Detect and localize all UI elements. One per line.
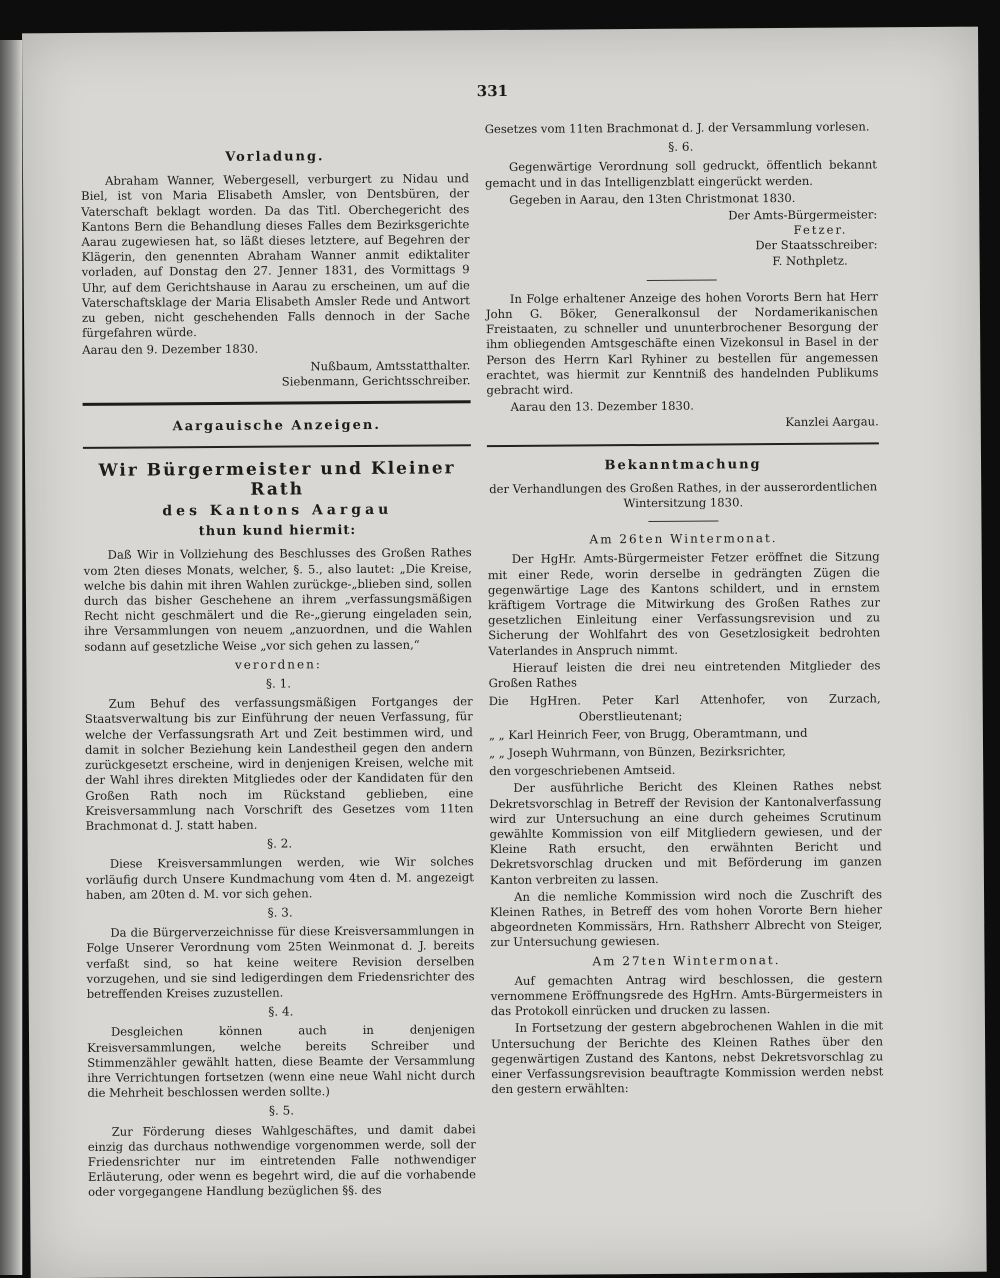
section-divider — [83, 400, 471, 406]
member-1: Die HgHren. Peter Karl Attenhofer, von Zurzach, Oberstlieutenant; — [488, 691, 881, 723]
paragraph-6-text: Gegenwärtige Verordnung soll gedruckt, öffentlich bekannt gemacht und in das Intelligenzblatt eingerückt werden. — [485, 157, 877, 190]
book-spine — [0, 40, 23, 1275]
paragraph-1-text: Zum Behuf des verfassungsmäßigen Fortganges der Staatsverwaltung bis zur Einführung der neuen Verfassung, für welche der Verfassungsrath Art und Zeit bestimmen wird, und damit in solcher Beziehung kein Landestheil gegen den andern zurückgesetzt erscheine, wird in denjenigen Kreisen, welche mit der Wahl ihres direkten Mitgliedes oder der Kandidaten für den Großen Rath noch im Rückstand geblieben, eine Kreisversammlung nach Vorschrift des Gesetzes vom 11ten Brachmonat d. J. statt haben. — [84, 694, 474, 833]
member-2: „ „ Karl Heinrich Feer, von Brugg, Oberamtmann, und — [488, 725, 808, 742]
decree-intro: Daß Wir in Vollziehung des Beschlusses des Großen Rathes vom 2ten dieses Monats, welcher, §. 5., also lautet: „Die Kreise, welche bis dahin mit ihren Wahlen zurückge-„blieben sind, sollen durch das bisher Geschehene an ihrem „verfassungsmäßigen Recht nicht geschmälert und die Re-„gierung eingeladen sein, ihre Versammlungen von neuem „anzuordnen, und die Wahlen sodann auf gesetzliche Weise „vor sich gehen zu lassen,“ — [83, 545, 473, 654]
vorladung-signature-1: Nußbaum, Amtsstatthalter. — [310, 357, 471, 373]
right-column — [485, 119, 884, 1099]
newspaper-page — [22, 27, 987, 1278]
paragraph-3-mark: §. 3. — [267, 905, 293, 920]
paragraph-3-text: Da die Bürgerverzeichnisse für diese Kreisversammlungen in Folge Unserer Verordnung vom 25ten Weinmonat d. J. bereits verfaßt sind, so hat keine weitere Revision derselben vorzugehen, und sie sind ledigerdingen dem Friedensrichter des betreffenden Kreises zuzustellen. — [86, 923, 475, 1001]
day-heading-27: Am 27ten Wintermonat. — [592, 952, 781, 968]
vorladung-date: Aarau den 9. Dezember 1830. — [82, 342, 259, 358]
konsul-signature: Kanzlei Aargau. — [785, 414, 879, 430]
day26-paragraph-1: Der HgHr. Amts-Bürgermeister Fetzer eröffnet die Sitzung mit einer Rede, worin derselbe in gedrängten Zügen die gegenwärtige Lage des Kantons schildert, und in ernstem kräftigem Vortrage die Mitwirkung des Großen Rathes zur gesetzlichen Einleitung einer Verfassungsrevision und zu Sicherung der Wohlfahrt des von Gesetzlosigkeit bedrohten Vaterlandes in Anspruch nimmt. — [487, 549, 881, 658]
decree-title-line-3: thun kund hiermit: — [198, 523, 357, 540]
signature-title-1: Der Amts-Bürgermeister: — [728, 207, 878, 223]
page-number: 331 — [476, 81, 509, 101]
paragraph-6-mark: §. 6. — [668, 139, 694, 155]
day26-paragraph-5: An die nemliche Kommission wird noch die Zuschrift des Kleinen Rathes, in Betreff des vom hohen Vororte Bern hieher abgeordneten Kommissärs, Hrn. Rathsherr Albrecht von Steiger, zur Untersuchung gewiesen. — [490, 887, 883, 950]
paragraph-4-mark: §. 4. — [268, 1004, 294, 1019]
paragraph-2-mark: §. 2. — [267, 836, 293, 851]
day26-paragraph-4: Der ausführliche Bericht des Kleinen Rathes nebst Dekretsvorschlag in Betreff der Revision der Kantonalverfassung wird zur Untersuchung an eine durch geheimes Scrutinum gewählte Kommission von eilf Mitgliedern gewiesen, und der Kleine Rath ersucht, den erwähnten Bericht und Dekretsvorschlag drucken und mit Beförderung im ganzen Kanton verbreiten zu lassen. — [489, 778, 882, 887]
paragraph-5-mark: §. 5. — [268, 1103, 295, 1118]
signature-name-2: F. Nothpletz. — [772, 253, 848, 268]
subtitle-rule — [648, 521, 718, 522]
member-3: „ „ Joseph Wuhrmann, von Bünzen, Bezirksrichter, — [488, 743, 786, 761]
decree-title-line-1: Wir Bürgermeister und Kleiner Rath — [98, 458, 456, 501]
vorladung-signature-2: Siebenmann, Gerichtsschreiber. — [281, 373, 471, 389]
paragraph-5-text: Zur Förderung dieses Wahlgeschäftes, und damit dabei einzig das durchaus nothwendige vorgenommen werde, soll der Friedensrichter nur im eintretenden Falle nothwendiger Erläuterung, oder wenn es begehrt wird, die auf die vorhabende oder vorgegangene Handlung bezüglichen §§. des — [87, 1121, 477, 1200]
konsul-date: Aarau den 13. Dezember 1830. — [510, 398, 694, 415]
signature-name-1: Fetzer. — [793, 222, 848, 238]
day27-paragraph-2: In Fortsetzung der gestern abgebrochenen Wahlen in die mit Untersuchung der Berichte des Kleinen Rathes über den gegenwärtigen Zustand des Kantons, nebst Dekretsvorschlag zu einer Verfassungsrevision beauftragte Kommission werden nebst den gestern erwählten: — [491, 1018, 884, 1097]
bekanntmachung-divider — [487, 442, 879, 447]
bekanntmachung-subtitle: der Verhandlungen des Großen Rathes, in der ausserordentlichen Wintersitzung 1830. — [489, 479, 878, 511]
decree-continuation: Gesetzes vom 11ten Brachmonat d. J. der Versammlung vorlesen. — [484, 119, 870, 137]
notice-divider — [647, 279, 717, 280]
section-title-rule — [83, 444, 471, 449]
day27-paragraph-1: Auf gemachten Antrag wird beschlossen, die gestern vernommene Eröffnungsrede des HgHrn. Amts-Bürgermeisters in das Protokoll einrücken und drucken zu lassen. — [490, 971, 883, 1019]
decree-given: Gegeben in Aarau, den 13ten Christmonat 1830. — [509, 190, 796, 207]
left-column — [81, 142, 476, 1202]
day-heading-26: Am 26ten Wintermonat. — [589, 531, 778, 547]
day26-paragraph-3: den vorgeschriebenen Amtseid. — [489, 762, 676, 779]
decree-title-line-2: des Kantons Aargau — [162, 502, 393, 520]
paragraph-1-mark: §. 1. — [265, 676, 292, 691]
section-title: Aargauische Anzeigen. — [172, 417, 381, 435]
vorladung-text: Abraham Wanner, Webergesell, verburgert zu Nidau und Biel, ist von Maria Elisabeth Amsler, von Dentsbüren, der Vaterschaft beklagt worden. Da das Titl. Oberchegericht des Kantons Bern die Behandlung dieses Falles dem Bezirksgerichte Aarau zugewiesen hat, so läßt dieses letztere, auf Begehren der Klägerin, den genennten Abraham Wanner anmit ediktaliter vorladen, auf Donstag den 27. Jenner 1831, des Vormittags 9 Uhr, auf dem Gerichtshause in Aarau zu erscheinen, um auf die Vaterschaftsklage der Maria Elisabeth Amsler Rede und Antwort zu geben, nicht geschehenden Falls dennoch in der Sache fürgefahren würde. — [81, 171, 471, 341]
decree-verordnen: verordnen: — [234, 657, 322, 672]
day26-paragraph-2: Hierauf leisten die drei neu eintretenden Mitglieder des Großen Rathes — [488, 658, 881, 691]
paragraph-4-text: Desgleichen können auch in denjenigen Kreisversammlungen, welche bereits Schreiber und Stimmenzähler gewählt hatten, diese Beamte der Versammlung ihre Verrichtungen fortsetzen (wenn eine neue Wahl nicht durch die Mehrheit beschlossen werden sollte.) — [87, 1022, 476, 1101]
vorladung-heading: Vorladung. — [225, 149, 325, 165]
konsul-notice: In Folge erhaltener Anzeige des hohen Vororts Bern hat Herr John G. Böker, Generalkonsul der Nordamerikanischen Freistaaten, zu schneller und ununterbrochener Besorgung der ihm obliegenden Amtsgeschäfte einen Vizekonsul in Basel in der Person des Herrn Karl Ryhiner zu bestellen für angemessen erachtet, was hiermit zur Kenntniß des handelnden Publikums gebracht wird. — [485, 289, 879, 398]
signature-title-2: Der Staatsschreiber: — [755, 237, 878, 253]
bekanntmachung-heading: Bekanntmachung — [604, 456, 762, 473]
paragraph-2-text: Diese Kreisversammlungen werden, wie Wir solches vorläufig durch Unsere Kundmachung vom 4ten d. M. angezeigt haben, am 20ten d. M. vor sich gehen. — [85, 854, 474, 902]
